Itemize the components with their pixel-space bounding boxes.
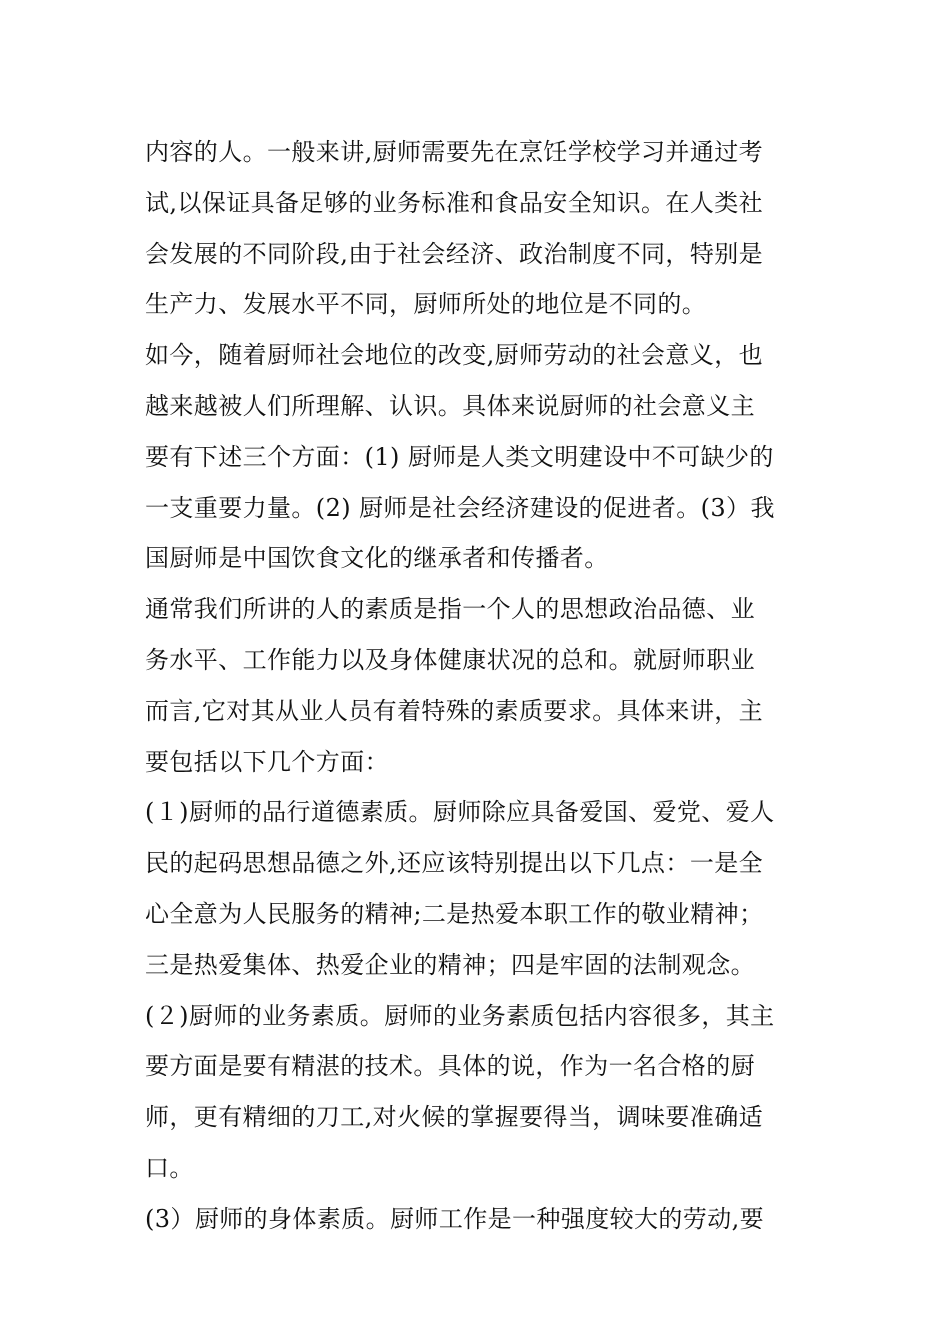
text-line: 越来越被人们所理解、认识。具体来说厨师的社会意义主 (145, 391, 755, 420)
text-line: 内容的人。一般来讲,厨师需要先在烹饪学校学习并通过考 (145, 138, 764, 166)
text-line: 口。 (145, 1153, 194, 1182)
text-line: 要有下述三个方面：(1) 厨师是人类文明建设中不可缺少的 (145, 442, 774, 471)
text-line: (１)厨师的品行道德素质。厨师除应具备爱国、爱党、爱人 (145, 798, 775, 827)
text-line: 一支重要力量。(2) 厨师是社会经济建设的促进者。(3）我 (145, 493, 775, 522)
text-line: 心全意为人民服务的精神;二是热爱本职工作的敬业精神； (145, 899, 764, 928)
text-line: 三是热爱集体、热爱企业的精神；四是牢固的法制观念。 (145, 950, 755, 979)
text-line: 试,以保证具备足够的业务标准和食品安全知识。在人类社 (145, 188, 764, 217)
text-line: 要包括以下几个方面： (145, 747, 389, 776)
text-line: 民的起码思想品德之外,还应该特别提出以下几点：一是全 (145, 849, 764, 878)
text-line: 要方面是要有精湛的技术。具体的说，作为一名合格的厨 (145, 1052, 755, 1081)
text-line: 如今，随着厨师社会地位的改变,厨师劳动的社会意义，也 (145, 341, 764, 370)
text-line: (２)厨师的业务素质。厨师的业务素质包括内容很多，其主 (145, 1001, 775, 1030)
text-line: 而言,它对其从业人员有着特殊的素质要求。具体来讲，主 (145, 696, 764, 725)
text-line: 生产力、发展水平不同，厨师所处的地位是不同的。 (145, 290, 707, 319)
text-line: 通常我们所讲的人的素质是指一个人的思想政治品德、业 (145, 595, 755, 624)
text-line: 师，更有精细的刀工,对火候的掌握要得当，调味要准确适 (145, 1103, 764, 1132)
text-line: 国厨师是中国饮食文化的继承者和传播者。 (145, 544, 609, 573)
text-line: 会发展的不同阶段,由于社会经济、政治制度不同，特别是 (145, 239, 764, 268)
text-line: (3）厨师的身体素质。厨师工作是一种强度较大的劳动,要 (145, 1204, 765, 1233)
body-text (145, 127, 810, 1245)
text-line: 务水平、工作能力以及身体健康状况的总和。就厨师职业 (145, 645, 755, 674)
